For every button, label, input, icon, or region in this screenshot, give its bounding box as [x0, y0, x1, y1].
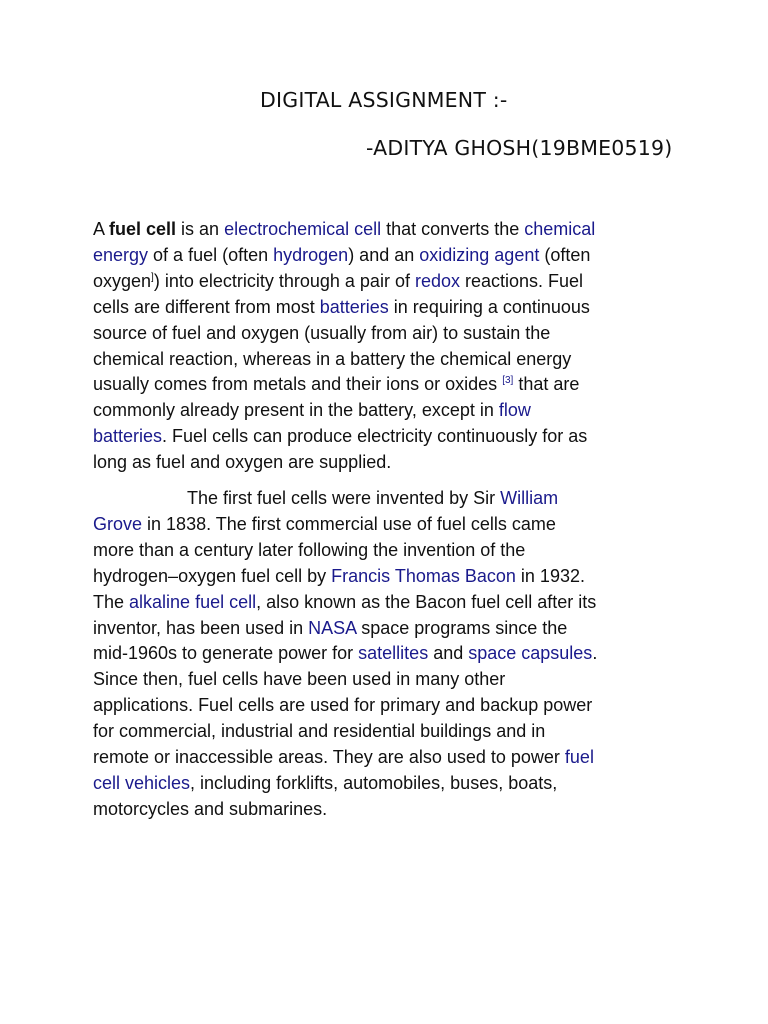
link-space-capsules[interactable]: space capsules: [468, 643, 593, 664]
text-span: , also known as the Bacon fuel cell after its: [256, 591, 597, 612]
text-span: . Fuel cells can produce electricity continuously for as: [162, 426, 588, 447]
link-flow-batteries[interactable]: batteries: [93, 426, 163, 447]
link-alkaline-fuel-cell[interactable]: alkaline fuel cell: [129, 591, 257, 612]
text-span: .: [592, 643, 598, 664]
link-fuel-cell-vehicles[interactable]: cell vehicles: [93, 772, 191, 793]
paragraph-history: [93, 486, 683, 823]
link-energy[interactable]: energy: [93, 244, 149, 265]
text-span: space programs since the: [356, 617, 568, 638]
text-line: [93, 424, 683, 450]
text-span: that converts the: [381, 219, 525, 239]
text-span: in 1932.: [515, 565, 585, 586]
text-span: The first fuel cells were invented by Sir: [187, 488, 501, 508]
text-line: [93, 398, 683, 424]
text-line: [93, 771, 683, 797]
text-span: (often: [539, 244, 591, 265]
text-span: A: [93, 219, 110, 239]
text-line: for commercial, industrial and residential buildings and in: [93, 721, 546, 742]
text-span: and: [428, 643, 469, 664]
link-chemical[interactable]: chemical: [524, 219, 596, 239]
link-flow[interactable]: flow: [498, 400, 531, 421]
text-line: [93, 512, 683, 538]
text-line: [93, 243, 683, 269]
text-line: [93, 217, 683, 243]
text-line: applications. Fuel cells are used for primary and backup power: [93, 695, 593, 716]
text-span: in requiring a continuous: [388, 296, 590, 317]
text-line: more than a century later following the invention of the: [93, 539, 526, 560]
text-span: oxygen: [93, 270, 152, 291]
text-span: reactions. Fuel: [459, 270, 584, 291]
text-line: chemical reaction, whereas in a battery the chemical energy: [93, 348, 572, 369]
link-electrochemical-cell[interactable]: electrochemical cell: [224, 219, 382, 239]
citation-3[interactable]: [3]: [502, 375, 514, 387]
text-span: of a fuel (often: [148, 244, 274, 265]
link-oxidizing-agent[interactable]: oxidizing agent: [419, 244, 540, 265]
text-span: cells are different from most: [93, 296, 320, 317]
text-span: mid-1960s to generate power for: [93, 643, 359, 664]
footnote-marker: ]: [151, 271, 154, 283]
text-span: inventor, has been used in: [93, 617, 309, 638]
link-fuel[interactable]: fuel: [564, 747, 594, 768]
text-line: [93, 616, 683, 642]
text-span: ) into electricity through a pair of: [153, 270, 415, 291]
text-line: Since then, fuel cells have been used in many other: [93, 669, 506, 690]
text-line: [93, 564, 683, 590]
text-line: motorcycles and submarines.: [93, 798, 328, 819]
text-span: remote or inaccessible areas. They are also used to power: [93, 747, 565, 768]
assignment-title: DIGITAL ASSIGNMENT :-: [260, 88, 508, 112]
text-line: [93, 486, 683, 512]
text-line: [93, 269, 683, 295]
text-span: commonly already present in the battery, except in: [93, 400, 499, 421]
text-line: [93, 295, 683, 321]
link-redox[interactable]: redox: [414, 270, 460, 291]
text-span: ) and an: [348, 244, 420, 265]
text-span: is an: [176, 219, 225, 239]
term-fuel-cell: fuel cell: [109, 219, 177, 239]
text-line: [93, 372, 683, 398]
link-grove[interactable]: Grove: [93, 513, 143, 534]
text-line: source of fuel and oxygen (usually from air) to sustain the: [93, 322, 551, 343]
link-william[interactable]: William: [500, 488, 559, 508]
text-line: [93, 745, 683, 771]
link-batteries[interactable]: batteries: [319, 296, 389, 317]
text-span: , including forklifts, automobiles, buses, boats,: [190, 772, 558, 793]
link-hydrogen[interactable]: hydrogen: [273, 244, 349, 265]
link-satellites[interactable]: satellites: [358, 643, 429, 664]
link-francis-thomas-bacon[interactable]: Francis Thomas Bacon: [331, 565, 516, 586]
text-span: The: [93, 591, 130, 612]
link-nasa[interactable]: NASA: [308, 617, 357, 638]
text-span: that are: [513, 374, 580, 395]
text-span: hydrogen–oxygen fuel cell by: [93, 565, 332, 586]
text-line: [93, 590, 683, 616]
paragraph-intro: [93, 217, 683, 476]
text-span: in 1838. The first commercial use of fuel cells came: [142, 513, 556, 534]
text-span: usually comes from metals and their ions or oxides: [93, 374, 503, 395]
text-line: [93, 641, 683, 667]
author-line: -ADITYA GHOSH(19BME0519): [366, 136, 673, 160]
text-line: long as fuel and oxygen are supplied.: [93, 452, 392, 473]
